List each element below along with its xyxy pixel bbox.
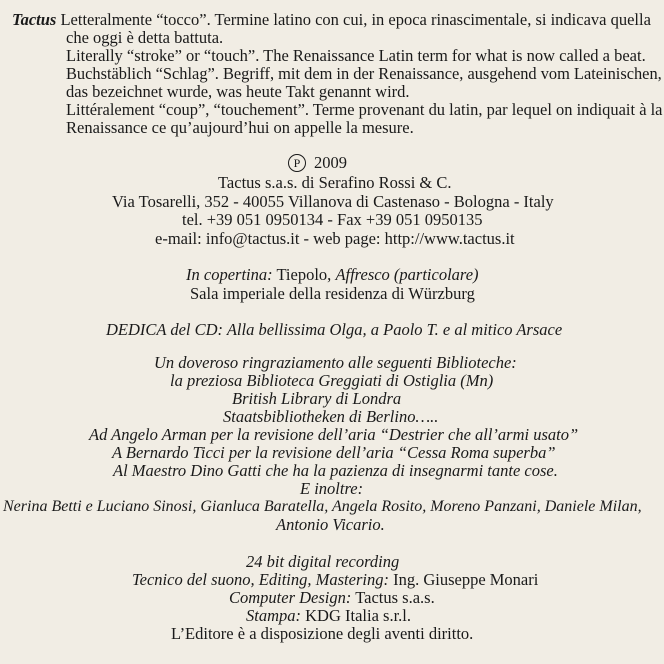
cover-work: Affresco (particolare)	[335, 265, 479, 284]
glossary-line-fr-1: Littéralement “coup”, “touchement”. Terme provenant du latin, par lequel on indiquait à la	[66, 100, 663, 119]
ack-line: E inoltre:	[300, 479, 364, 498]
publisher-address: Via Tosarelli, 352 - 40055 Villanova di Castenaso - Bologna - Italy	[112, 192, 554, 211]
dedication: DEDICA del CD: Alla bellissima Olga, a Paolo T. e al mitico Arsace	[106, 320, 563, 339]
glossary-it-text: Letteralmente “tocco”. Termine latino con cui, in epoca rinascimentale, si indicava quella	[60, 10, 651, 29]
credit-engineer-value: Ing. Giuseppe Monari	[393, 570, 539, 589]
cover-artist: Tiepolo,	[276, 265, 332, 284]
credit-design	[229, 588, 435, 608]
publisher-phone: tel. +39 051 0950134 - Fax +39 051 0950135	[182, 210, 483, 229]
credit-design-value: Tactus s.a.s.	[355, 588, 435, 607]
credit-print-label: Stampa:	[246, 606, 301, 625]
ack-line: Al Maestro Dino Gatti che ha la pazienza di insegnarmi tante cose.	[113, 461, 558, 480]
credit-print	[246, 606, 411, 626]
credit-recording: 24 bit digital recording	[246, 552, 400, 571]
phonogram-p-icon: P	[288, 154, 306, 172]
cover-location: Sala imperiale della residenza di Würzburg	[190, 284, 475, 303]
glossary-line-it-1	[12, 10, 651, 30]
ack-line: Staatsbibliotheken di Berlino…..	[223, 407, 439, 426]
publisher-name: Tactus s.a.s. di Serafino Rossi & C.	[218, 173, 452, 192]
credit-engineer-label: Tecnico del suono, Editing, Mastering:	[132, 570, 389, 589]
credit-print-value: KDG Italia s.r.l.	[305, 606, 411, 625]
ack-line: Nerina Betti e Luciano Sinosi, Gianluca Baratella, Angela Rosito, Moreno Panzani, Daniele Milan,	[3, 498, 642, 515]
ack-line: Ad Angelo Arman per la revisione dell’aria “Destrier che all’armi usato”	[89, 425, 579, 444]
glossary-term: Tactus	[12, 10, 57, 29]
glossary-line-de-2: das bezeichnet wurde, was heute Takt genannt wird.	[66, 82, 410, 101]
glossary-line-en: Literally “stroke” or “touch”. The Renaissance Latin term for what is now called a beat.	[66, 46, 646, 65]
cover-credit	[186, 265, 479, 285]
cover-label: In copertina:	[186, 265, 273, 284]
credit-engineer	[132, 570, 538, 590]
ack-line: la preziosa Biblioteca Greggiati di Ostiglia (Mn)	[170, 371, 494, 390]
publisher-web: e-mail: info@tactus.it - web page: http://www.tactus.it	[155, 229, 515, 248]
ack-line: A Bernardo Ticci per la revisione dell’aria “Cessa Roma superba”	[112, 443, 556, 462]
ack-line: Antonio Vicario.	[276, 515, 385, 534]
copyright-year: 2009	[314, 153, 347, 172]
credit-design-label: Computer Design:	[229, 588, 352, 607]
ack-line: Un doveroso ringraziamento alle seguenti Biblioteche:	[154, 353, 517, 372]
credit-rights: L’Editore è a disposizione degli aventi diritto.	[171, 624, 474, 643]
glossary-line-de-1: Buchstäblich “Schlag”. Begriff, mit dem in der Renaissance, ausgehend vom Lateinischen,	[66, 64, 662, 83]
ack-line: British Library di Londra	[232, 389, 402, 408]
phonogram-copyright	[288, 153, 347, 173]
glossary-line-fr-2: Renaissance ce qu’aujourd’hui on appelle la mesure.	[66, 118, 414, 137]
glossary-line-it-2: che oggi è detta battuta.	[66, 28, 224, 47]
